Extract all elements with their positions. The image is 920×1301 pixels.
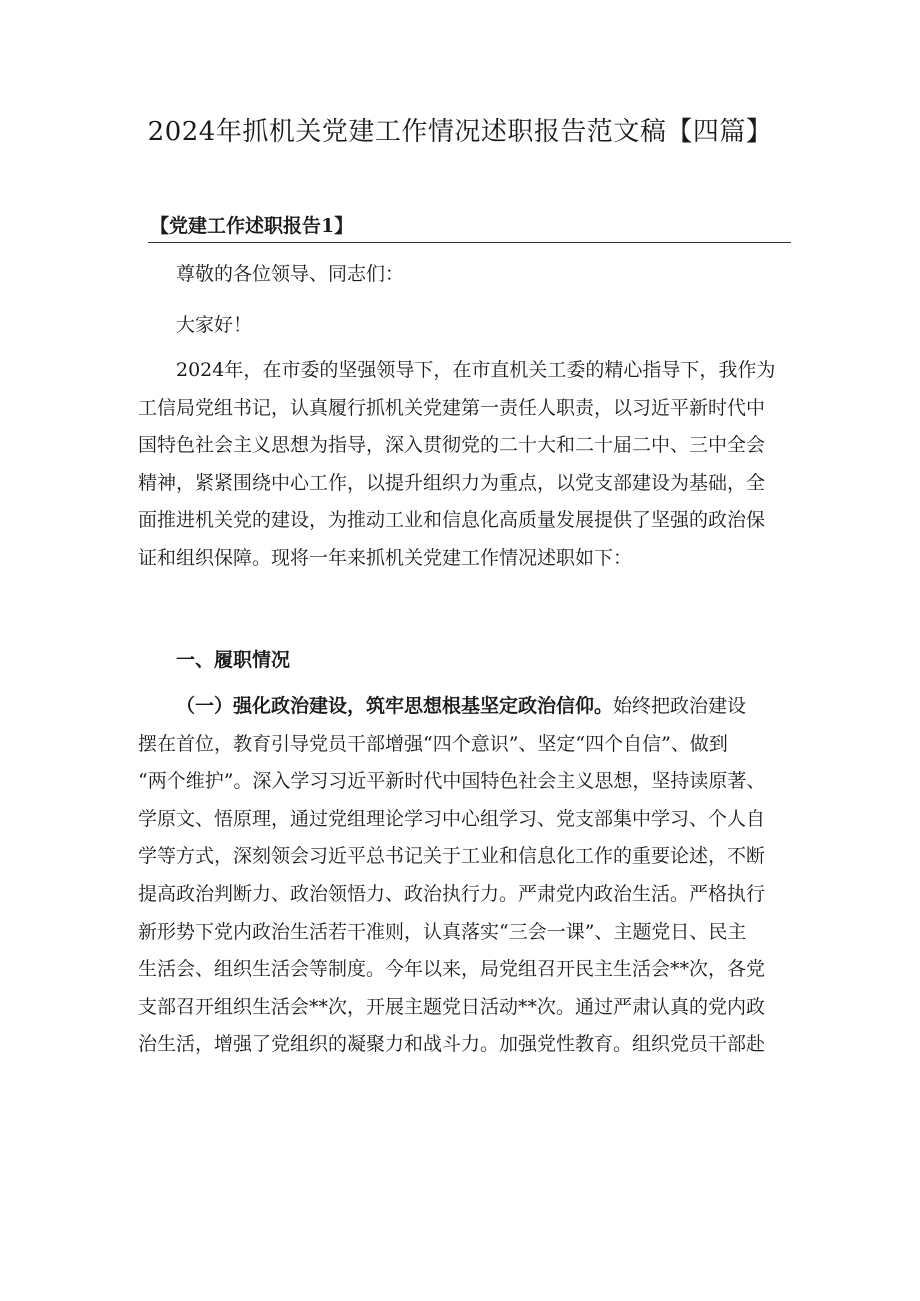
item1-first-line xyxy=(138,688,794,726)
item1-line: 支部召开组织生活会**次，开展主题党日活动**次。通过严肃认真的党内政 xyxy=(138,995,766,1018)
item1-line: 新形势下党内政治生活若干准则，认真落实“三会一课”、主题党日、民主 xyxy=(138,920,747,943)
item1-paragraph xyxy=(138,688,794,1064)
salutation-paragraph xyxy=(138,256,794,294)
greeting-paragraph xyxy=(138,307,794,345)
item1-line: “两个维护”。深入学习习近平新时代中国特色社会主义思想，坚持读原著、 xyxy=(138,770,766,793)
item1-line: 学等方式，深刻领会习近平总书记关于工业和信息化工作的重要论述，不断 xyxy=(138,845,766,868)
item1-heading: （一）强化政治建设，筑牢思想根基坚定政治信仰。 xyxy=(176,695,614,717)
intro-line: 国特色社会主义思想为指导，深入贯彻党的二十大和二十届二中、三中全会 xyxy=(138,434,766,457)
intro-line: 精神，紧紧围绕中心工作，以提升组织力为重点，以党支部建设为基础，全 xyxy=(138,471,766,494)
intro-line: 证和组织保障。现将一年来抓机关党建工作情况述职如下： xyxy=(138,546,633,569)
intro-line: 2024年，在市委的坚强领导下，在市直机关工委的精心指导下，我作为 xyxy=(176,359,776,381)
item1-line: 学原文、悟原理，通过党组理论学习中心组学习、党支部集中学习、个人自 xyxy=(138,807,766,830)
item1-first-rest: 始终把政治建设 xyxy=(613,695,747,717)
intro-paragraph xyxy=(138,352,794,578)
item1-line: 生活会、组织生活会等制度。今年以来，局党组召开民主生活会**次，各党 xyxy=(138,958,766,981)
subsection-heading: 一、履职情况 xyxy=(176,649,291,671)
subsection-paragraph xyxy=(138,642,794,680)
heading-divider xyxy=(148,242,791,243)
intro-line: 工信局党组书记，认真履行抓机关党建第一责任人职责，以习近平新时代中 xyxy=(138,396,766,419)
document-title: 2024年抓机关党建工作情况述职报告范文稿【四篇】 xyxy=(147,117,773,147)
section-heading: 【党建工作述职报告1】 xyxy=(150,215,354,237)
item1-line: 治生活，增强了党组织的凝聚力和战斗力。加强党性教育。组织党员干部赴 xyxy=(138,1033,766,1056)
salutation: 尊敬的各位领导、同志们： xyxy=(176,263,405,285)
item1-line: 摆在首位，教育引导党员干部增强“四个意识”、坚定“四个自信”、做到 xyxy=(138,732,728,755)
greeting: 大家好！ xyxy=(176,314,253,336)
intro-line: 面推进机关党的建设，为推动工业和信息化高质量发展提供了坚强的政治保 xyxy=(138,509,766,532)
item1-line: 提高政治判断力、政治领悟力、政治执行力。严肃党内政治生活。严格执行 xyxy=(138,882,766,905)
